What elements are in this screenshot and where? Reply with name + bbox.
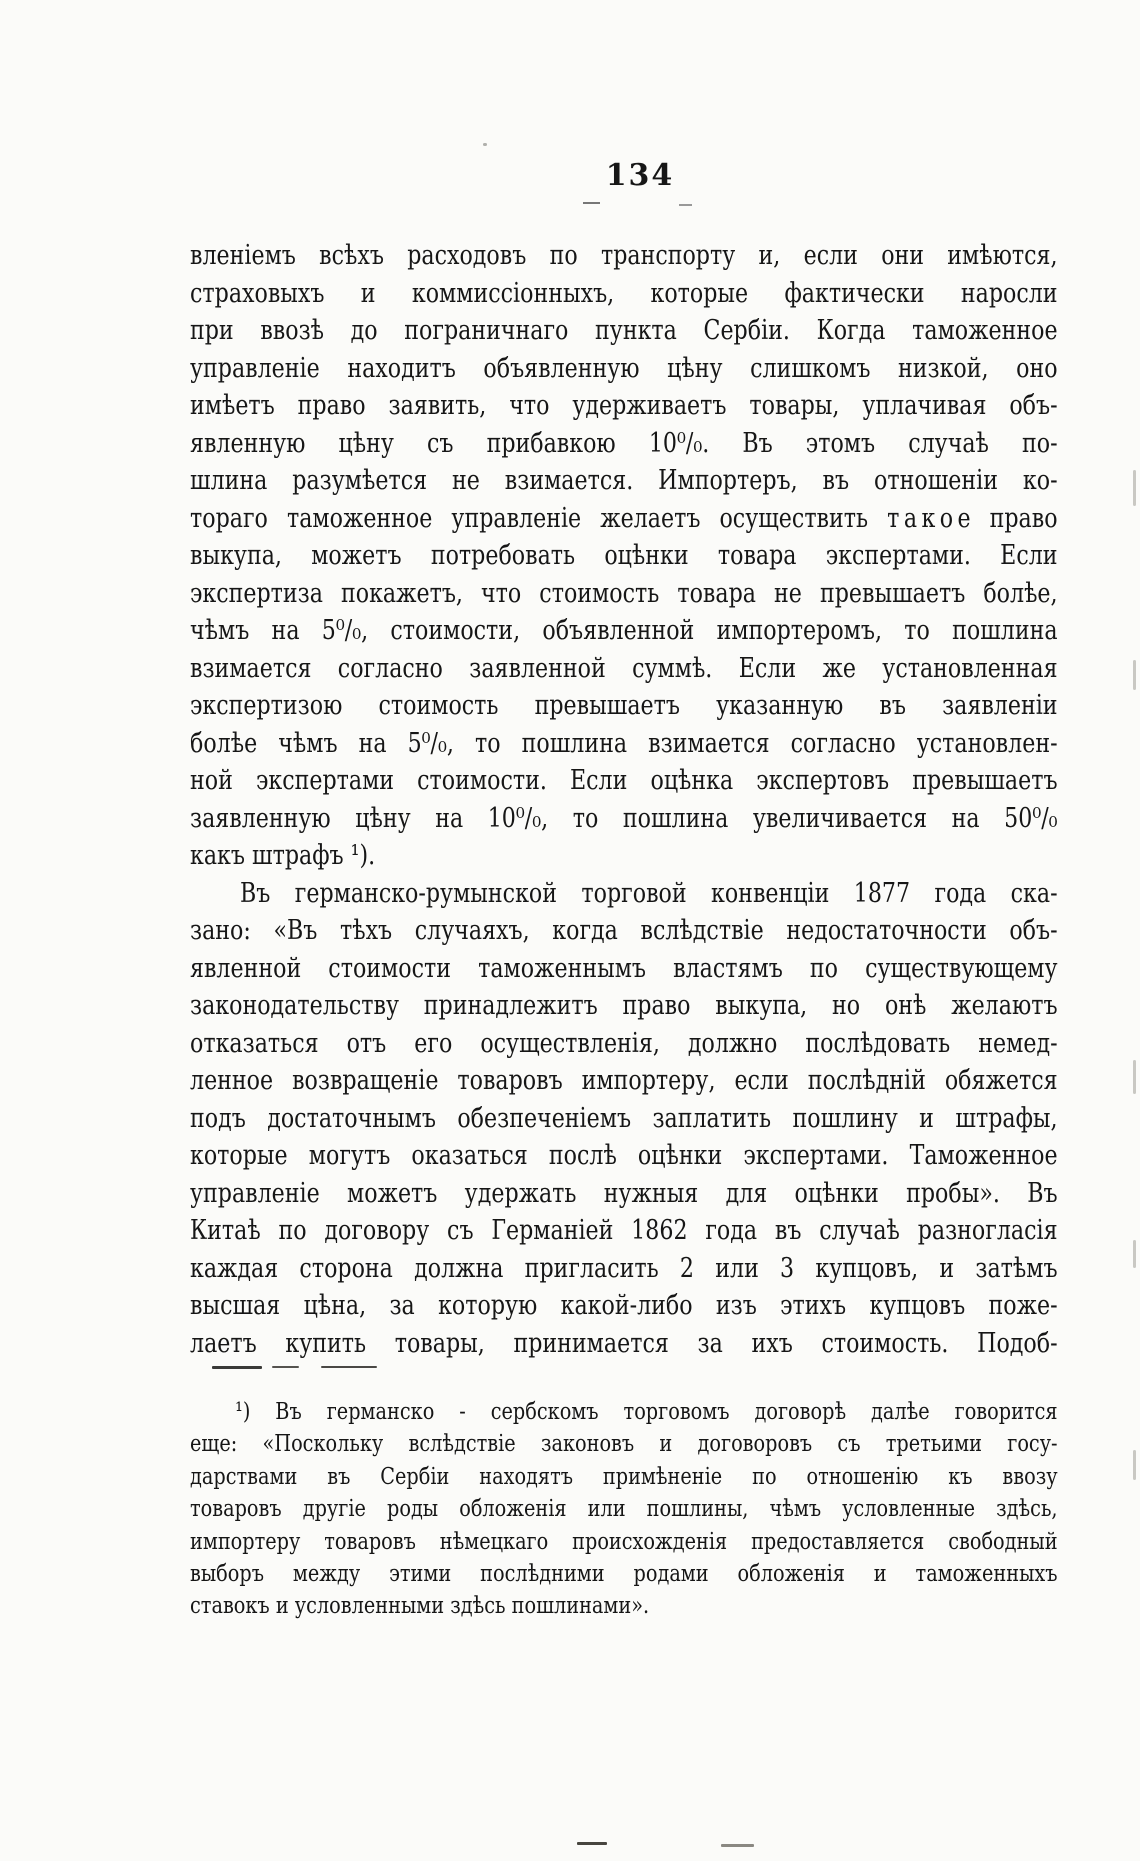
scan-dash [577, 1842, 607, 1845]
text-line: управленіе находитъ объявленную цѣну слишкомъ низкой, оно [190, 352, 1058, 384]
paragraph-1 [190, 237, 1058, 875]
text-line: болѣе чѣмъ на 5⁰/₀, то пошлина взимается согласно установлен- [190, 727, 1058, 759]
text-line: ленное возвращеніе товаровъ импортеру, если послѣдній обяжется [190, 1065, 1058, 1096]
text-line: отказаться отъ его осуществленія, должно послѣдовать немед- [190, 1027, 1058, 1059]
page-edge-mark [1133, 470, 1136, 506]
text-line: Въ германско-румынской торговой конвенціи 1877 года ска- [240, 877, 1058, 909]
footnote [190, 1395, 1058, 1622]
page-edge-mark [1133, 1240, 1136, 1268]
page-number: 134 [605, 158, 675, 193]
text-line: явленной стоимости таможеннымъ властямъ по существующему [190, 952, 1058, 984]
text-line: подъ достаточнымъ обезпеченіемъ заплатить пошлину и штрафы, [190, 1102, 1058, 1134]
scan-dash [721, 1844, 754, 1847]
text-line: каждая сторона должна пригласить 2 или 3 купцовъ, и затѣмъ [190, 1252, 1058, 1284]
text-line: дарствами въ Сербіи находятъ примѣненіе по отношенію къ ввозу [190, 1461, 1058, 1490]
text-line: лаетъ купить товары, принимается за ихъ стоимость. Подоб- [190, 1327, 1058, 1359]
text-line: шлина разумѣется не взимается. Импортеръ, въ отношеніи ко- [190, 465, 1058, 496]
text-line: экспертизою стоимость превышаетъ указанную въ заявленіи [190, 690, 1058, 721]
text-line: взимается согласно заявленной суммѣ. Если же установленная [190, 652, 1058, 684]
text-line: чѣмъ на 5⁰/₀, стоимости, объявленной импортеромъ, то пошлина [190, 615, 1058, 646]
page-edge-mark [1133, 1450, 1136, 1480]
text-line: которые могутъ оказаться послѣ оцѣнки экспертами. Таможенное [190, 1140, 1058, 1171]
scan-dash [583, 202, 600, 204]
text-line: ¹) Въ германско - сербскомъ торговомъ договорѣ далѣе говорится [235, 1397, 1058, 1425]
text-line: высшая цѣна, за которую какой-либо изъ этихъ купцовъ поже- [190, 1290, 1058, 1321]
body-text [190, 237, 1058, 1362]
separator-dash [212, 1366, 262, 1369]
footnote-separator [212, 1366, 377, 1369]
text-line: имѣетъ право заявить, что удерживаетъ товары, уплачивая объ- [190, 390, 1058, 421]
text-line: Китаѣ по договору съ Германіей 1862 года въ случаѣ разногласія [190, 1215, 1058, 1246]
separator-dash [321, 1366, 377, 1368]
text-line: ной экспертами стоимости. Если оцѣнка экспертовъ превышаетъ [190, 765, 1058, 796]
text-line: выборъ между этими послѣдними родами обложенія и таможенныхъ [190, 1558, 1058, 1587]
text-line: еще: «Поскольку вслѣдствіе законовъ и договоровъ съ третьими госу- [190, 1429, 1058, 1458]
text-line: вленіемъ всѣхъ расходовъ по транспорту и, если они имѣются, [190, 240, 1058, 271]
separator-dash [272, 1366, 299, 1368]
page-edge-mark [1133, 660, 1136, 690]
text-line: товаровъ другіе роды обложенія или пошлины, чѣмъ условленные здѣсь, [190, 1494, 1058, 1523]
text-line: при ввозѣ до пограничнаго пункта Сербіи. Когда таможенное [190, 315, 1058, 346]
paragraph-2 [190, 875, 1058, 1363]
text-line: экспертиза покажетъ, что стоимость товара не превышаетъ болѣе, [190, 577, 1058, 609]
text-line: страховыхъ и коммиссіонныхъ, которые фактически наросли [190, 277, 1058, 309]
page-edge-mark [1133, 1060, 1136, 1094]
text-line: зано: «Въ тѣхъ случаяхъ, когда вслѣдствіе недостаточности объ- [190, 915, 1058, 946]
text-line: заявленную цѣну на 10⁰/₀, то пошлина увеличивается на 50⁰/₀ [190, 802, 1058, 834]
text-line: явленную цѣну съ прибавкою 10⁰/₀. Въ этомъ случаѣ по- [190, 427, 1058, 459]
text-line: тораго таможенное управленіе желаетъ осуществить т а к о е право [190, 502, 1058, 534]
text-line: законодательству принадлежитъ право выкупа, но онѣ желаютъ [190, 990, 1058, 1021]
text-line: выкупа, можетъ потребовать оцѣнки товара экспертами. Если [190, 540, 1058, 571]
text-line: управленіе можетъ удержать нужныя для оцѣнки пробы». Въ [190, 1177, 1058, 1209]
text-line: импортеру товаровъ нѣмецкаго происхожденія предоставляется свободный [190, 1526, 1058, 1555]
scan-dash [679, 204, 692, 206]
scan-speck [483, 143, 487, 146]
text-line: какъ штрафъ ¹). [190, 840, 376, 871]
text-line: ставокъ и условленными здѣсь пошлинами». [190, 1591, 650, 1620]
